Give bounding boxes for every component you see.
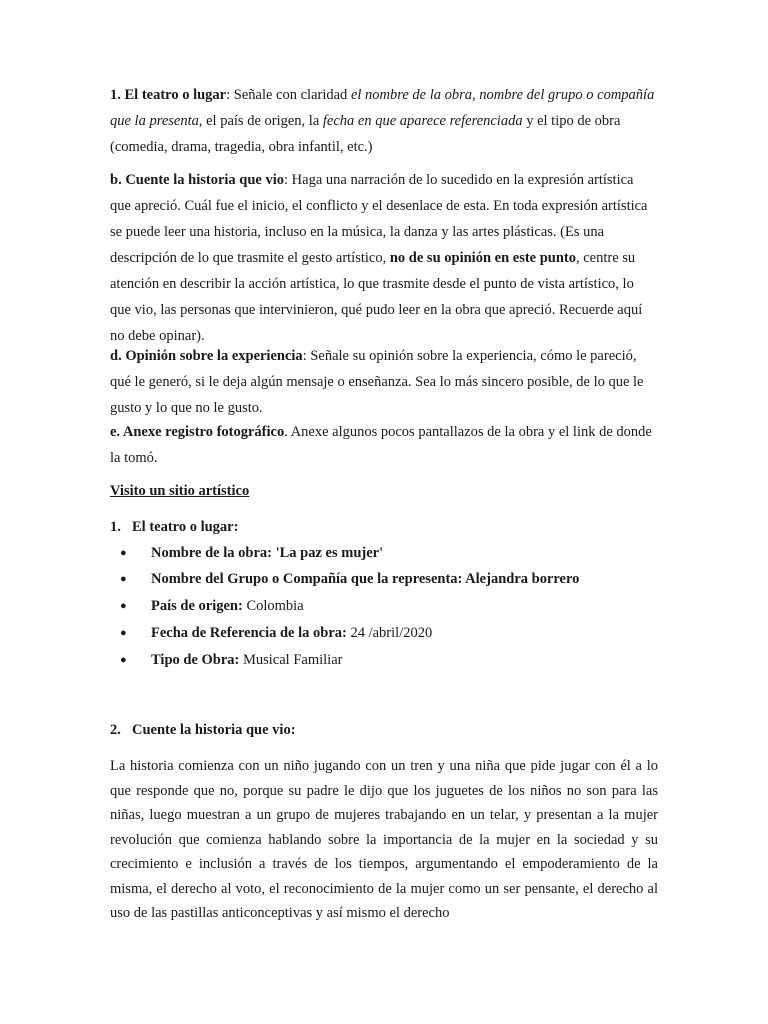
list-item-date: ● Fecha de Referencia de la obra: 24 /abril/2020	[120, 625, 433, 641]
bullet-icon: ●	[120, 573, 127, 585]
section1-heading: 1. El teatro o lugar:	[110, 519, 239, 535]
instruction-story-label: b. Cuente la historia que vio	[110, 172, 285, 188]
list-item-country: ● País de origen: Colombia	[120, 598, 304, 614]
story-body: La historia comienza con un niño jugando con un tren y una niña que pide jugar con él a lo que responde que no, porque su padre le dijo que los juguetes de los niños no son para las niñas, luego muestran a un grupo de mujeres trabajando en un telar, y presentan a la mujer revolución que comienza hablando sobre la importancia de la mujer en la sociedad y su crecimiento e inclusión a través de los tiempos, argumentando el empoderamiento de la misma, el derecho al voto, el reconocimiento de la mujer como un ser pensante, el derecho al uso de las pastillas anticonceptivas y así mismo el derecho	[110, 758, 658, 921]
section2-heading: 2. Cuente la historia que vio:	[110, 722, 296, 738]
bullet-icon: ●	[120, 547, 127, 559]
instruction-story: b. Cuente la historia que vio: Haga una narración de lo sucedido en la expresión artística que apreció. Cuál fue el inicio, el conflicto y el desenlace de esta. En toda expresión artística se puede leer una historia, incluso en la música, la danza y las artes plásticas. (Es una descripción de lo que trasmite el gesto artístico, no de su opinión en este punto, centre su atención en describir la acción artística, lo que trasmite desde el punto de vista artístico, lo que vio, las personas que intervinieron, qué pudo leer en la obra que apreció. Recuerde aquí no debe opinar).	[110, 172, 648, 344]
instruction-theater-label: 1. El teatro o lugar	[110, 87, 227, 103]
instruction-opinion-label: d. Opinión sobre la experiencia	[110, 348, 303, 364]
list-item-play-name: ● Nombre de la obra: 'La paz es mujer'	[120, 545, 384, 561]
list-item-play-type: ● Tipo de Obra: Musical Familiar	[120, 652, 343, 668]
instruction-photos: e. Anexe registro fotográfico. Anexe algunos pocos pantallazos de la obra y el link de donde la tomó.	[110, 424, 652, 466]
instruction-photos-label: e. Anexe registro fotográfico	[110, 424, 285, 440]
instruction-theater: 1. El teatro o lugar: Señale con claridad el nombre de la obra, nombre del grupo o compañía que la presenta, el país de origen, la fecha en que aparece referenciada y el tipo de obra (comedia, drama, tragedia, obra infantil, etc.)	[110, 87, 655, 155]
list-item-group-name: ● Nombre del Grupo o Compañía que la representa: Alejandra borrero	[120, 571, 580, 587]
instruction-opinion: d. Opinión sobre la experiencia: Señale su opinión sobre la experiencia, cómo le pareció, qué le generó, si le deja algún mensaje o enseñanza. Sea lo más sincero posible, de lo que le gusto y lo que no le gusto.	[110, 348, 644, 416]
section-title: Visito un sitio artístico	[110, 483, 250, 499]
bullet-icon: ●	[120, 600, 127, 612]
bullet-icon: ●	[120, 627, 127, 639]
bullet-icon: ●	[120, 654, 127, 666]
